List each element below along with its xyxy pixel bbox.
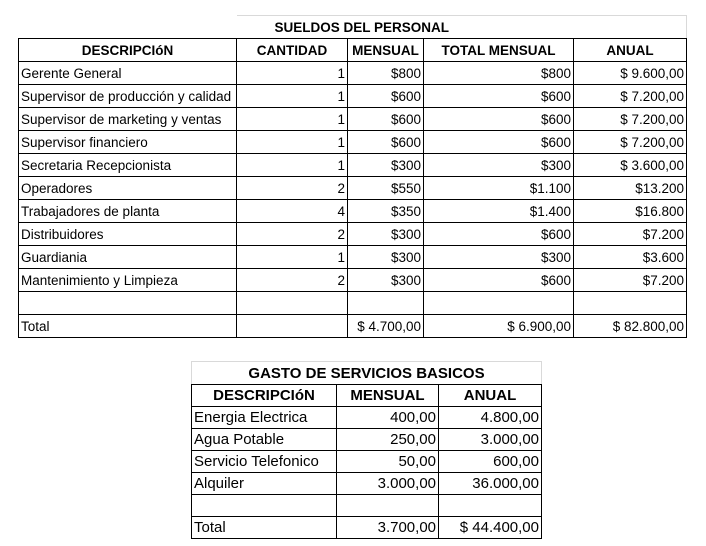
cell-descripcion: Supervisor de producción y calidad (19, 85, 237, 108)
col-header-total-mensual: TOTAL MENSUAL (424, 39, 574, 62)
cell-total-mensual: $1.100 (424, 177, 574, 200)
col-header-anual: ANUAL (574, 39, 687, 62)
total-row (19, 315, 687, 338)
empty-cell (19, 292, 237, 315)
servicios-table (191, 361, 542, 539)
table-row (192, 407, 542, 429)
cell-total-mensual: $1.400 (424, 200, 574, 223)
cell-total-mensual: $600 (424, 131, 574, 154)
empty-cell (192, 495, 337, 517)
cell-cantidad: 1 (237, 131, 348, 154)
empty-cell (337, 495, 439, 517)
cell-descripcion: Supervisor financiero (19, 131, 237, 154)
cell-anual: $ 7.200,00 (574, 85, 687, 108)
empty-cell (439, 495, 542, 517)
cell-descripcion: Distribuidores (19, 223, 237, 246)
cell-cantidad: 4 (237, 200, 348, 223)
cell-mensual: $300 (348, 223, 424, 246)
cell-mensual: $600 (348, 131, 424, 154)
servicios-header-row (192, 385, 542, 407)
cell-descripcion: Operadores (19, 177, 237, 200)
cell-cantidad: 1 (237, 62, 348, 85)
cell-mensual: $600 (348, 85, 424, 108)
total-total-mensual: $ 6.900,00 (424, 315, 574, 338)
table-row (19, 108, 687, 131)
col-header-anual: ANUAL (439, 385, 542, 407)
cell-total-mensual: $800 (424, 62, 574, 85)
table-row (19, 85, 687, 108)
empty-cell (424, 292, 574, 315)
cell-mensual: $300 (348, 154, 424, 177)
col-header-descripcion: DESCRIPCIóN (19, 39, 237, 62)
col-header-mensual: MENSUAL (348, 39, 424, 62)
sueldos-table (18, 15, 687, 338)
cell-anual: $ 7.200,00 (574, 108, 687, 131)
table-row (19, 246, 687, 269)
cell-cantidad: 1 (237, 246, 348, 269)
cell-mensual: 400,00 (337, 407, 439, 429)
cell-anual: 36.000,00 (439, 473, 542, 495)
blank-row (19, 292, 687, 315)
table-row (192, 429, 542, 451)
total-label: Total (19, 315, 237, 338)
empty-cell (237, 315, 348, 338)
cell-mensual: $350 (348, 200, 424, 223)
cell-anual: 3.000,00 (439, 429, 542, 451)
servicios-title: GASTO DE SERVICIOS BASICOS (192, 362, 542, 385)
table-row (19, 62, 687, 85)
table-row (19, 223, 687, 246)
total-row (192, 517, 542, 539)
empty-cell (348, 292, 424, 315)
cell-descripcion: Gerente General (19, 62, 237, 85)
cell-descripcion: Agua Potable (192, 429, 337, 451)
table-row (19, 131, 687, 154)
table-row (19, 177, 687, 200)
cell-anual: $13.200 (574, 177, 687, 200)
cell-cantidad: 1 (237, 85, 348, 108)
sueldos-header-row (19, 39, 687, 62)
cell-descripcion: Servicio Telefonico (192, 451, 337, 473)
cell-descripcion: Guardiania (19, 246, 237, 269)
cell-total-mensual: $300 (424, 154, 574, 177)
col-header-mensual: MENSUAL (337, 385, 439, 407)
cell-cantidad: 2 (237, 223, 348, 246)
cell-descripcion: Trabajadores de planta (19, 200, 237, 223)
cell-anual: $16.800 (574, 200, 687, 223)
cell-descripcion: Mantenimiento y Limpieza (19, 269, 237, 292)
blank-row (192, 495, 542, 517)
col-header-cantidad: CANTIDAD (237, 39, 348, 62)
cell-anual: 600,00 (439, 451, 542, 473)
cell-cantidad: 1 (237, 154, 348, 177)
empty-cell (574, 292, 687, 315)
cell-total-mensual: $600 (424, 223, 574, 246)
cell-mensual: $600 (348, 108, 424, 131)
cell-cantidad: 1 (237, 108, 348, 131)
cell-anual: $7.200 (574, 269, 687, 292)
table-row (19, 200, 687, 223)
cell-descripcion: Alquiler (192, 473, 337, 495)
col-header-descripcion: DESCRIPCIóN (192, 385, 337, 407)
cell-anual: $3.600 (574, 246, 687, 269)
cell-total-mensual: $600 (424, 85, 574, 108)
cell-total-mensual: $600 (424, 269, 574, 292)
cell-mensual: $300 (348, 246, 424, 269)
cell-anual: $ 7.200,00 (574, 131, 687, 154)
total-anual: $ 44.400,00 (439, 517, 542, 539)
cell-descripcion: Energia Electrica (192, 407, 337, 429)
cell-mensual: $550 (348, 177, 424, 200)
cell-descripcion: Supervisor de marketing y ventas (19, 108, 237, 131)
cell-mensual: $300 (348, 269, 424, 292)
cell-descripcion: Secretaria Recepcionista (19, 154, 237, 177)
table-row (19, 269, 687, 292)
total-anual: $ 82.800,00 (574, 315, 687, 338)
cell-cantidad: 2 (237, 177, 348, 200)
cell-anual: $ 9.600,00 (574, 62, 687, 85)
cell-anual: 4.800,00 (439, 407, 542, 429)
empty-cell (237, 292, 348, 315)
cell-mensual: 50,00 (337, 451, 439, 473)
cell-anual: $ 3.600,00 (574, 154, 687, 177)
cell-mensual: $800 (348, 62, 424, 85)
cell-total-mensual: $600 (424, 108, 574, 131)
table-row (192, 473, 542, 495)
cell-mensual: 250,00 (337, 429, 439, 451)
total-mensual: 3.700,00 (337, 517, 439, 539)
total-mensual: $ 4.700,00 (348, 315, 424, 338)
sueldos-title: SUELDOS DEL PERSONAL (237, 16, 687, 39)
table-row (192, 451, 542, 473)
table-row (19, 154, 687, 177)
cell-cantidad: 2 (237, 269, 348, 292)
cell-total-mensual: $300 (424, 246, 574, 269)
total-label: Total (192, 517, 337, 539)
cell-anual: $7.200 (574, 223, 687, 246)
cell-mensual: 3.000,00 (337, 473, 439, 495)
